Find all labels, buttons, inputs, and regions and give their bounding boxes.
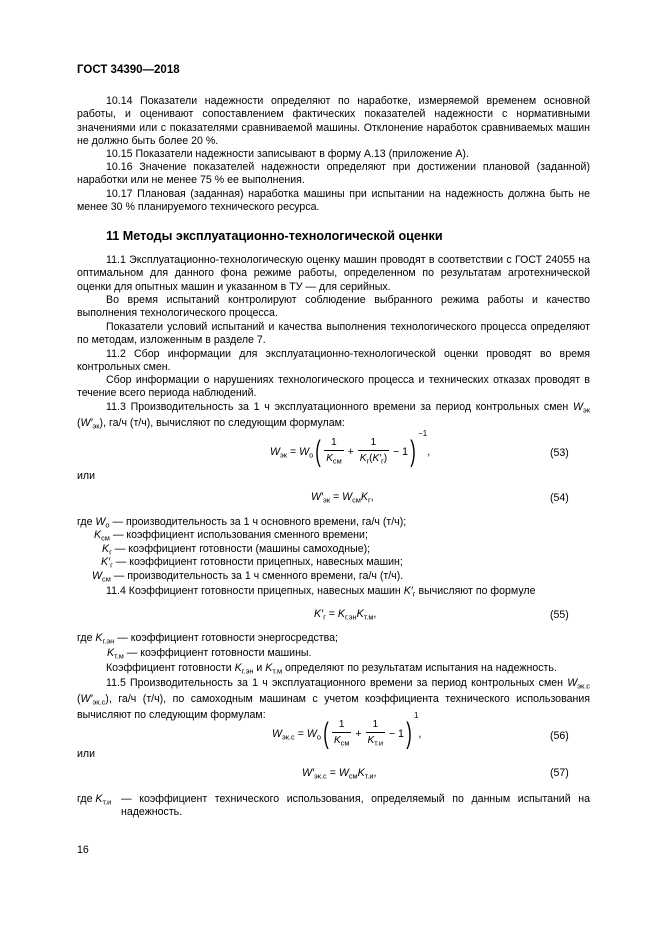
definitions-block-1 <box>77 516 406 583</box>
paragraph-11-2: 11.2 Сбор информации для эксплуатационно-технологической оценки проводят во время контрольных смен. <box>77 348 590 374</box>
fraction-1-over-kti: $\frac{1}{K_{т.и}}$ <box>366 718 385 750</box>
paragraph-10-17: 10.17 Плановая (заданная) наработка машины при испытании на надежность должна быть не менее 30 % планируемого технического ресурса. <box>77 188 590 214</box>
equation-number-53: (53) <box>550 447 569 459</box>
fraction-1-over-ksm: $\frac{1}{K_{см}}$ <box>332 718 351 750</box>
equation-number-55: (55) <box>550 609 569 621</box>
paragraph-indicators: Показатели условий испытаний и качества выполнения технологического процесса определяют по методам, изложенным в разделе 7. <box>77 321 590 347</box>
page-header-doc-id: ГОСТ 34390—2018 <box>77 64 180 76</box>
definition-row: $K_г$ — коэффициент готовности (машины самоходные); <box>102 542 371 557</box>
paragraph-10-16: 10.16 Значение показателей надежности определяют при достижении плановой (заданной) наработки или не менее 75 % ее выполнения. <box>77 161 590 187</box>
section-11-heading: 11 Методы эксплуатационно-технологической оценки <box>106 229 443 243</box>
definition-row: $K_{см}$ — коэффициент использования сменного времени; <box>94 529 368 543</box>
definition-row: $K_{т.м}$ — коэффициент готовности машины. <box>107 647 312 661</box>
definition-row: $W_{см}$ — производительность за 1 ч сменного времени, га/ч (т/ч). <box>92 569 404 584</box>
formula-57: $W'_{эк.с} = W_{см}K_{т.и}$, <box>302 767 377 781</box>
word-or-2: или <box>77 748 96 760</box>
definition-row: $K'_г$ — коэффициент готовности прицепных, навесных машин; <box>101 556 403 570</box>
fraction-1-over-ksm: $\frac{1}{K_{см}}$ <box>324 436 343 468</box>
paragraph-11-3: 11.3 Производительность за 1 ч эксплуатационного времени за период контрольных смен $W_{эк}$ $(W'_{эк})$, га/ч (т/ч), вычисляют по следующим формулам: <box>77 401 591 431</box>
definitions-block-2 <box>77 632 338 662</box>
formula-56: $W_{эк.с} = W_o$( $\frac{1}{K_{см}}$ + $\frac{1}{K_{т.и}}$ − 1)$^1$, <box>272 711 422 751</box>
paragraph-11-5: 11.5 Производительность за 1 ч эксплуатационного времени за период контрольных смен $W_{эк.с}$ $(W'_{эк.с})$, га/ч (т/ч), по самоходным машинам с учетом коэффициента технического использования вычисляют по следующим формулам: <box>77 677 590 721</box>
paragraph-11-1: 11.1 Эксплуатационно-технологическую оценку машин проводят в соответствии с ГОСТ 24055 на оптимальном для данного фона режиме работы, определенном по результатам агротехнической оценки для опытных машин и указанном в ТУ — для серийных. <box>77 254 590 293</box>
equation-number-56: (56) <box>550 730 569 742</box>
formula-53: $W_{эк} = W_o$( $\frac{1}{K_{см}}$ + $\frac{1}{K_г(K'_г)}$ − 1)$^{-1}$, <box>270 429 431 469</box>
paragraph-10-15: 10.15 Показатели надежности записывают в форму А.13 (приложение А). <box>106 148 469 160</box>
equation-number-57: (57) <box>550 767 569 779</box>
page-number: 16 <box>77 844 89 856</box>
equation-number-54: (54) <box>550 492 569 504</box>
definition-row: где $W_o$ — производительность за 1 ч основного времени, га/ч (т/ч); <box>77 516 407 530</box>
word-or-1: или <box>77 470 96 482</box>
definitions-block-3 <box>77 793 590 819</box>
paragraph-11-4: 11.4 Коэффициент готовности прицепных, навесных машин $K'_г$ вычисляют по формуле <box>106 585 536 599</box>
paragraph-control: Во время испытаний контролируют соблюдение выбранного режима работы и качество выполнения технологического процесса. <box>77 294 590 320</box>
paragraph-kg: Коэффициент готовности $K_{г.эн}$ и $K_{т.м}$ определяют по результатам испытания на надежность. <box>106 662 557 676</box>
definition-row: где $K_{т.и}$ <box>77 793 112 807</box>
paragraph-collect: Сбор информации о нарушениях технологического процесса и технических отказах проводят в течение всего периода наблюдений. <box>77 374 590 400</box>
fraction-1-over-kg: $\frac{1}{K_г(K'_г)}$ <box>358 436 389 468</box>
definition-text: — коэффициент технического использования, определяемый по данным испытаний на надежность. <box>121 793 590 819</box>
formula-54: $W'_{эк} = W_{см}K_г$, <box>311 491 374 505</box>
paragraph-10-14: 10.14 Показатели надежности определяют по наработке, измеряемой временем основной работы, и оценивают сопоставлением фактических показателей надежности с нормативными значениями или с показателями сравниваемой машины. Отклонение наработок сравниваемых машин не должно быть более 20 %. <box>77 95 590 148</box>
formula-55: $K'_г = K_{г.эн}K_{т.м}$, <box>314 608 377 622</box>
definition-row: где $K_{г.эн}$ — коэффициент готовности энергосредства; <box>77 632 338 646</box>
